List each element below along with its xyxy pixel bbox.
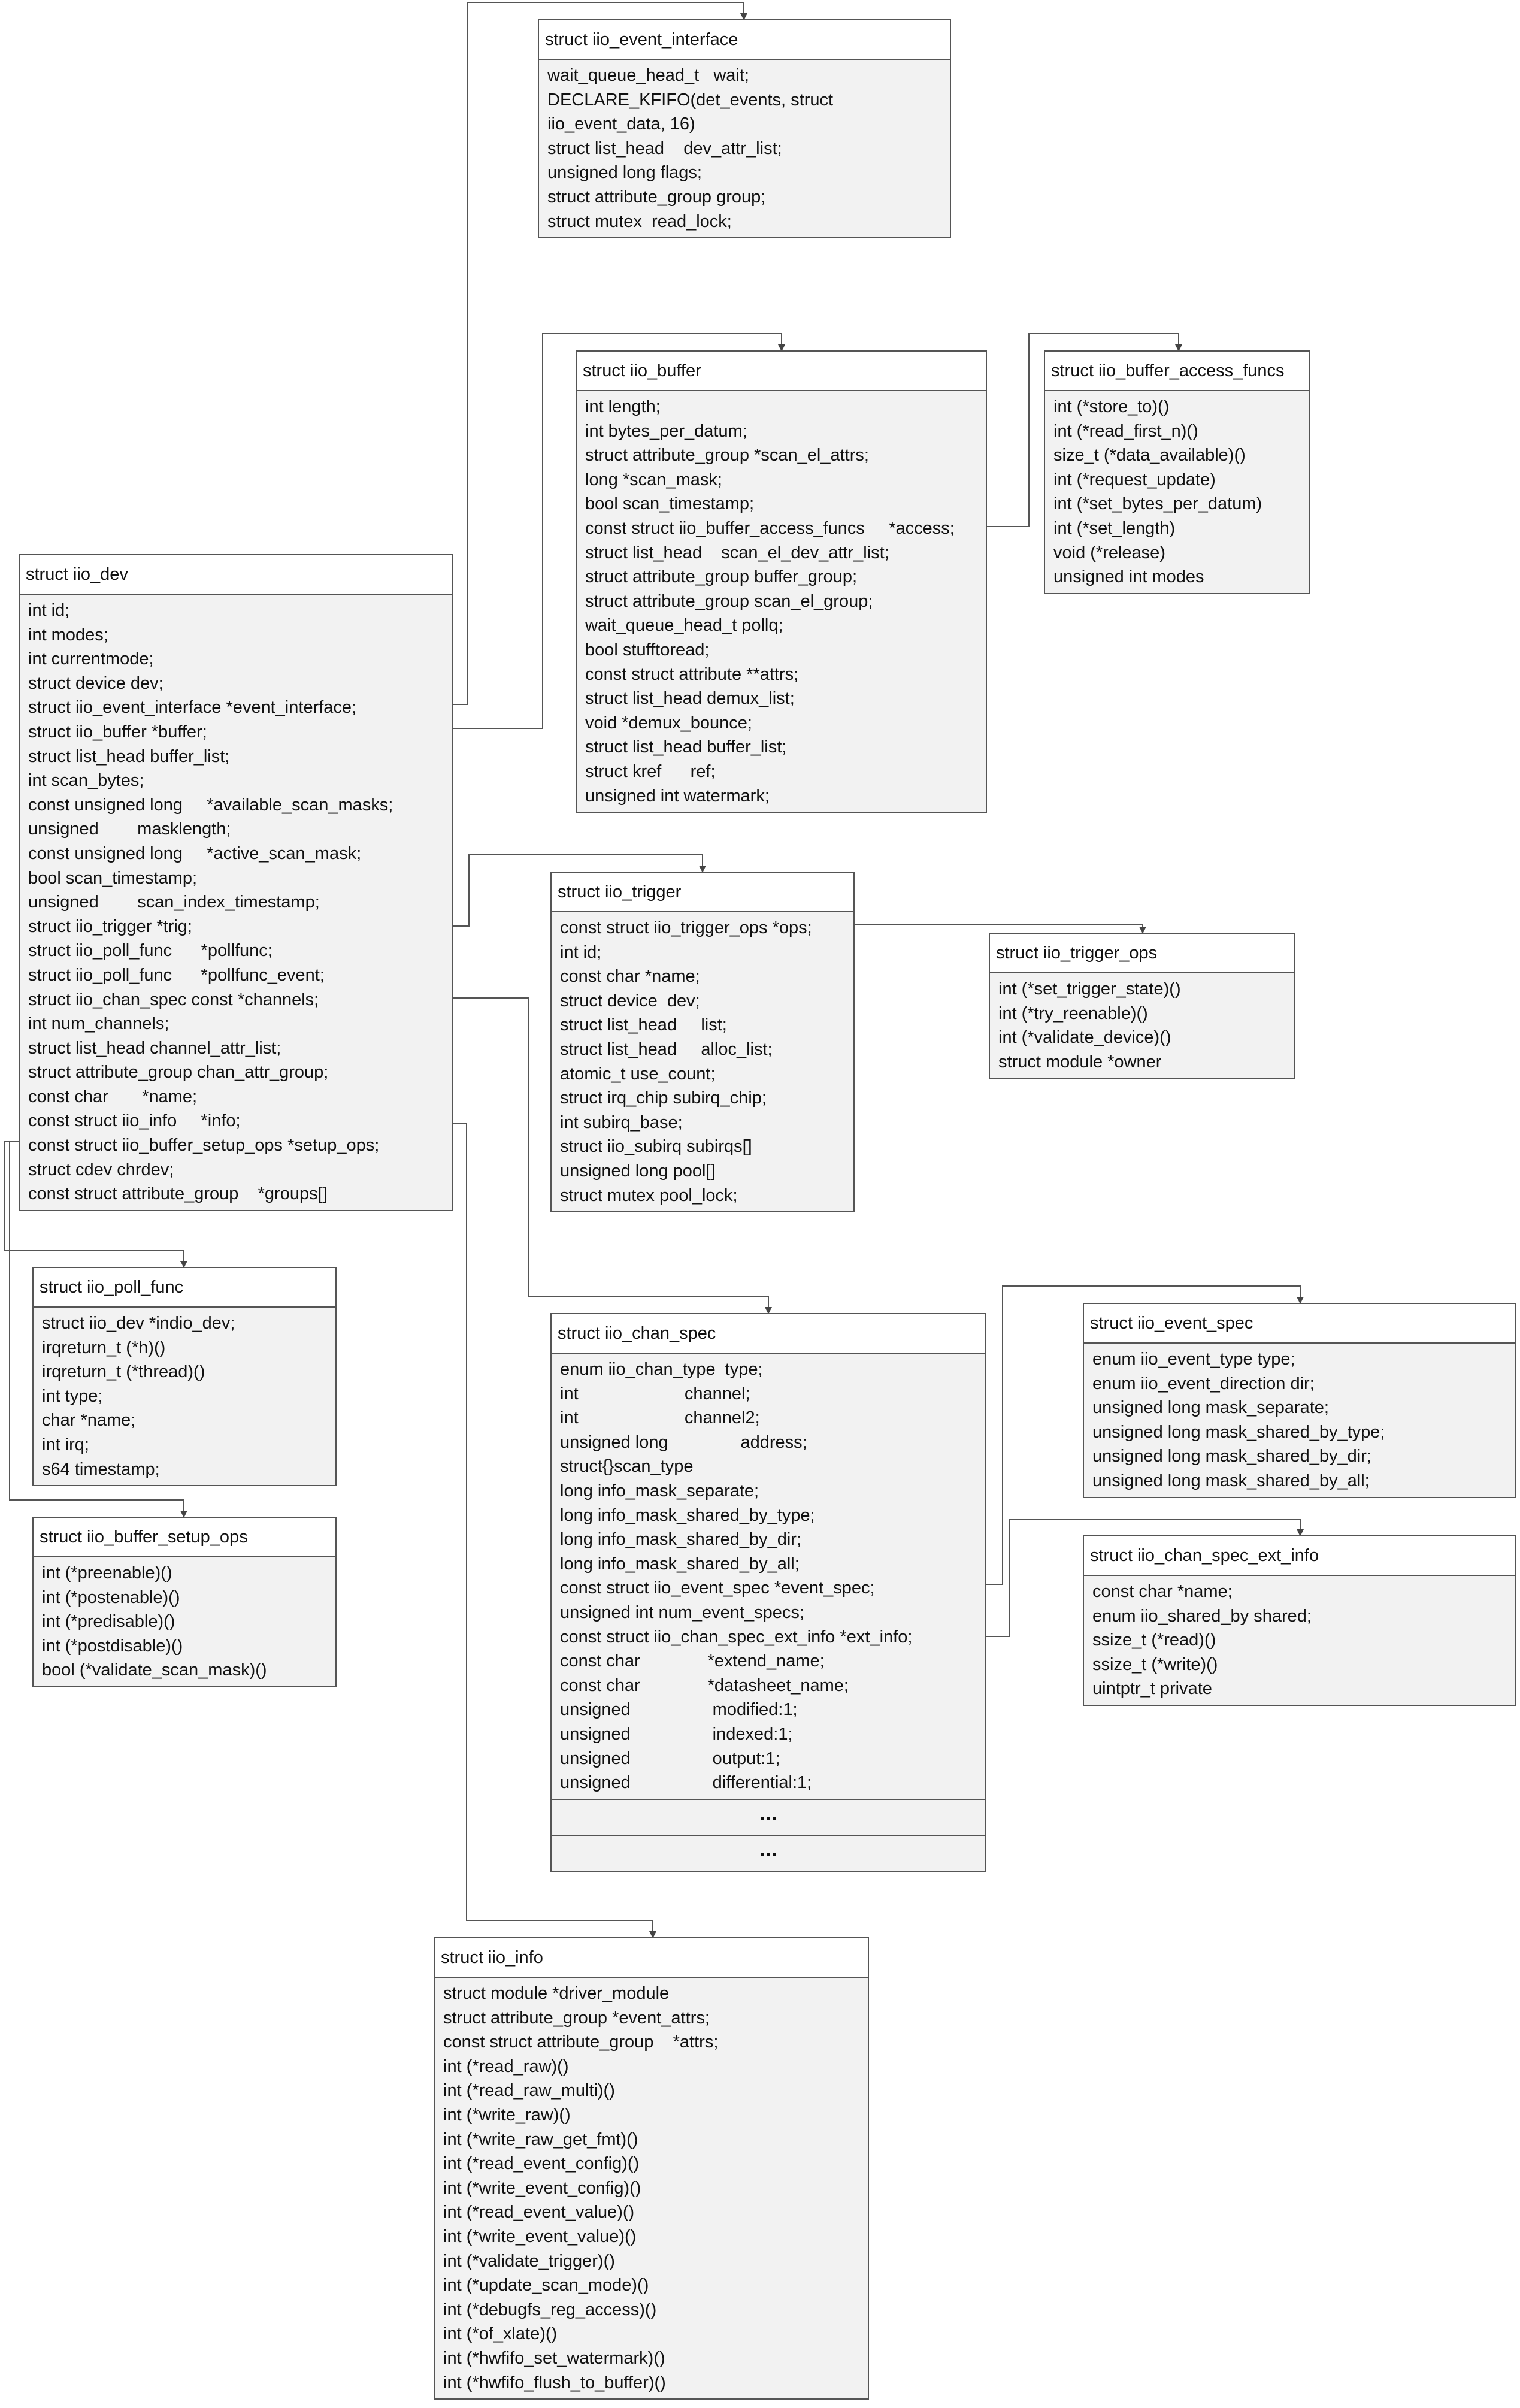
more-fields-row: ... bbox=[552, 1799, 985, 1835]
struct-field: struct device dev; bbox=[28, 673, 163, 693]
struct-field: enum iio_shared_by shared; bbox=[1092, 1606, 1312, 1626]
struct-field: int irq; bbox=[42, 1435, 89, 1454]
struct-field: int (*validate_device)() bbox=[998, 1028, 1171, 1048]
struct-field: struct list_head dev_attr_list; bbox=[547, 138, 782, 158]
struct-field: enum iio_chan_type type; bbox=[560, 1360, 763, 1379]
struct-field: int (*set_length) bbox=[1053, 518, 1176, 538]
struct-field: struct list_head scan_el_dev_attr_list; bbox=[585, 543, 889, 562]
struct-title: struct iio_trigger_ops bbox=[990, 934, 1294, 973]
struct-field: struct attribute_group *event_attrs; bbox=[443, 2008, 710, 2028]
struct-iio-event-interface bbox=[538, 19, 951, 238]
struct-field: struct module *owner bbox=[998, 1052, 1162, 1072]
struct-field: const struct attribute_group *attrs; bbox=[443, 2032, 719, 2052]
struct-iio-event-spec bbox=[1083, 1303, 1516, 1498]
struct-iio-trigger-ops bbox=[989, 933, 1295, 1079]
struct-field: int (*predisable)() bbox=[42, 1612, 175, 1632]
struct-field: atomic_t use_count; bbox=[560, 1064, 716, 1084]
struct-field: int (*set_trigger_state)() bbox=[998, 979, 1181, 999]
struct-field: enum iio_event_direction dir; bbox=[1092, 1374, 1315, 1393]
struct-field: int (*read_event_value)() bbox=[443, 2203, 635, 2222]
struct-field: int channel; bbox=[560, 1384, 750, 1403]
struct-field: int (*write_event_value)() bbox=[443, 2227, 637, 2246]
more-fields-row: ... bbox=[552, 1835, 985, 1871]
field-list bbox=[1084, 1344, 1515, 1497]
struct-field: int scan_bytes; bbox=[28, 771, 144, 791]
struct-field: unsigned int modes bbox=[1053, 567, 1204, 587]
struct-field: struct iio_buffer *buffer; bbox=[28, 722, 207, 742]
struct-title: struct iio_buffer bbox=[577, 352, 986, 391]
struct-field: const char *name; bbox=[560, 967, 700, 987]
struct-field: int (*read_event_config)() bbox=[443, 2154, 640, 2174]
struct-field: struct cdev chrdev; bbox=[28, 1160, 174, 1179]
struct-iio-poll-func bbox=[32, 1267, 337, 1486]
struct-field: struct attribute_group chan_attr_group; bbox=[28, 1063, 329, 1082]
struct-title: struct iio_buffer_access_funcs bbox=[1045, 352, 1309, 391]
struct-field: struct list_head buffer_list; bbox=[28, 746, 230, 766]
connector-trigger-ops bbox=[855, 924, 1143, 933]
struct-field: struct{}scan_type bbox=[560, 1457, 694, 1477]
struct-field: unsigned long mask_shared_by_dir; bbox=[1092, 1447, 1371, 1466]
struct-field: struct irq_chip subirq_chip; bbox=[560, 1088, 767, 1108]
struct-field: int (*postdisable)() bbox=[42, 1636, 183, 1656]
field-list bbox=[552, 1354, 985, 1799]
struct-field: int subirq_base; bbox=[560, 1112, 683, 1132]
struct-field: long info_mask_separate; bbox=[560, 1481, 759, 1501]
field-list bbox=[1045, 391, 1309, 593]
struct-field: long info_mask_shared_by_dir; bbox=[560, 1530, 802, 1550]
struct-field: s64 timestamp; bbox=[42, 1459, 160, 1479]
struct-field: struct iio_subirq subirqs[] bbox=[560, 1137, 752, 1157]
struct-field: long info_mask_shared_by_all; bbox=[560, 1554, 800, 1574]
struct-field: int (*hwfifo_flush_to_buffer)() bbox=[443, 2373, 666, 2392]
struct-field: bool scan_timestamp; bbox=[28, 868, 198, 888]
struct-title: struct iio_trigger bbox=[552, 873, 853, 912]
struct-field: unsigned int watermark; bbox=[585, 786, 770, 806]
struct-title: struct iio_dev bbox=[20, 555, 452, 595]
struct-field: struct attribute_group buffer_group; bbox=[585, 567, 858, 587]
struct-field: unsigned output:1; bbox=[560, 1748, 780, 1768]
struct-field: unsigned scan_index_timestamp; bbox=[28, 893, 320, 912]
struct-field: int bytes_per_datum; bbox=[585, 421, 747, 441]
struct-field: struct iio_event_interface *event_interface; bbox=[28, 698, 357, 718]
struct-field: struct iio_chan_spec const *channels; bbox=[28, 990, 319, 1009]
struct-field: unsigned int num_event_specs; bbox=[560, 1602, 804, 1622]
struct-field: const struct attribute **attrs; bbox=[585, 664, 799, 684]
struct-field: const struct iio_event_spec *event_spec; bbox=[560, 1578, 875, 1598]
struct-field: struct list_head list; bbox=[560, 1015, 727, 1035]
field-list bbox=[577, 391, 986, 812]
struct-field: int (*debugfs_reg_access)() bbox=[443, 2300, 657, 2319]
struct-field: const char *name; bbox=[28, 1087, 198, 1106]
struct-field: const struct iio_trigger_ops *ops; bbox=[560, 918, 812, 937]
struct-field: int (*read_raw)() bbox=[443, 2056, 569, 2076]
struct-field: int id; bbox=[560, 942, 602, 962]
struct-field: unsigned long address; bbox=[560, 1432, 807, 1452]
struct-field: ssize_t (*read)() bbox=[1092, 1630, 1216, 1650]
struct-field: int channel2; bbox=[560, 1408, 760, 1428]
struct-field: struct iio_dev *indio_dev; bbox=[42, 1314, 235, 1333]
struct-field: const unsigned long *active_scan_mask; bbox=[28, 843, 362, 863]
struct-field: const struct iio_info *info; bbox=[28, 1111, 241, 1131]
struct-field: int id; bbox=[28, 601, 70, 620]
struct-field: int (*request_update) bbox=[1053, 470, 1216, 489]
struct-iio-buffer-setup-ops bbox=[32, 1517, 337, 1687]
struct-field: unsigned indexed:1; bbox=[560, 1724, 793, 1744]
struct-field: const unsigned long *available_scan_masks; bbox=[28, 795, 393, 815]
struct-field: const char *datasheet_name; bbox=[560, 1675, 849, 1695]
struct-field: wait_queue_head_t wait; bbox=[547, 66, 749, 85]
struct-field: struct iio_poll_func *pollfunc_event; bbox=[28, 965, 325, 985]
struct-field: struct list_head alloc_list; bbox=[560, 1039, 773, 1059]
field-list bbox=[20, 595, 452, 1210]
struct-field: const struct iio_buffer_access_funcs *access; bbox=[585, 518, 955, 538]
struct-field: int modes; bbox=[28, 625, 108, 645]
field-list bbox=[1084, 1576, 1515, 1705]
struct-title: struct iio_chan_spec bbox=[552, 1314, 985, 1354]
struct-field: int (*set_bytes_per_datum) bbox=[1053, 494, 1262, 514]
struct-field: bool scan_timestamp; bbox=[585, 494, 755, 514]
struct-field: uintptr_t private bbox=[1092, 1679, 1212, 1699]
struct-title: struct iio_poll_func bbox=[34, 1268, 335, 1308]
struct-field: unsigned differential:1; bbox=[560, 1773, 812, 1793]
struct-field: bool (*validate_scan_mask)() bbox=[42, 1660, 267, 1680]
struct-field: const char *extend_name; bbox=[560, 1651, 825, 1671]
struct-field: const struct attribute_group *groups[] bbox=[28, 1184, 328, 1204]
struct-field: int (*read_raw_multi)() bbox=[443, 2081, 615, 2101]
struct-field: int (*write_event_config)() bbox=[443, 2178, 641, 2198]
field-list bbox=[435, 1978, 868, 2398]
struct-iio-chan-spec bbox=[550, 1313, 986, 1872]
field-list bbox=[990, 973, 1294, 1078]
struct-field: int length; bbox=[585, 397, 661, 416]
struct-field: struct kref ref; bbox=[585, 761, 716, 781]
struct-field: int (*write_raw_get_fmt)() bbox=[443, 2129, 638, 2149]
struct-title: struct iio_event_interface bbox=[539, 20, 950, 60]
struct-field: struct iio_trigger *trig; bbox=[28, 916, 192, 936]
struct-field: DECLARE_KFIFO(det_events, struct bbox=[547, 90, 834, 110]
struct-field: int (*postenable)() bbox=[42, 1587, 180, 1607]
struct-field: int num_channels; bbox=[28, 1014, 169, 1034]
struct-field: long *scan_mask; bbox=[585, 470, 722, 489]
struct-field: size_t (*data_available)() bbox=[1053, 446, 1246, 465]
struct-field: unsigned long mask_shared_by_all; bbox=[1092, 1471, 1370, 1490]
struct-field: int (*preenable)() bbox=[42, 1563, 172, 1583]
struct-field: char *name; bbox=[42, 1411, 136, 1430]
struct-field: struct mutex read_lock; bbox=[547, 211, 732, 231]
struct-field: bool stufftoread; bbox=[585, 640, 710, 660]
struct-iio-dev bbox=[19, 554, 453, 1211]
struct-field: long info_mask_shared_by_type; bbox=[560, 1505, 815, 1525]
struct-iio-buffer bbox=[576, 350, 987, 813]
struct-field: unsigned long mask_separate; bbox=[1092, 1398, 1329, 1418]
field-list bbox=[552, 912, 853, 1211]
struct-title: struct iio_event_spec bbox=[1084, 1304, 1515, 1344]
struct-field: void *demux_bounce; bbox=[585, 713, 752, 733]
struct-field: int type; bbox=[42, 1386, 103, 1406]
struct-field: struct attribute_group group; bbox=[547, 187, 766, 207]
struct-field: ssize_t (*write)() bbox=[1092, 1654, 1218, 1674]
struct-field: wait_queue_head_t pollq; bbox=[585, 616, 783, 636]
struct-field: int (*try_reenable)() bbox=[998, 1003, 1148, 1023]
struct-field: irqreturn_t (*thread)() bbox=[42, 1362, 205, 1382]
struct-field: struct attribute_group *scan_el_attrs; bbox=[585, 446, 869, 465]
struct-field: unsigned long pool[] bbox=[560, 1161, 716, 1181]
struct-field: const char *name; bbox=[1092, 1582, 1233, 1601]
struct-field: unsigned modified:1; bbox=[560, 1700, 798, 1720]
struct-iio-trigger bbox=[550, 872, 855, 1212]
struct-field: int currentmode; bbox=[28, 649, 154, 669]
struct-field: void (*release) bbox=[1053, 543, 1165, 562]
struct-field: iio_event_data, 16) bbox=[547, 114, 695, 134]
struct-field: struct iio_poll_func *pollfunc; bbox=[28, 941, 272, 961]
struct-title: struct iio_buffer_setup_ops bbox=[34, 1518, 335, 1557]
struct-field: struct list_head channel_attr_list; bbox=[28, 1038, 281, 1058]
struct-field: const struct iio_chan_spec_ext_info *ext_info; bbox=[560, 1627, 913, 1647]
struct-field: unsigned masklength; bbox=[28, 819, 231, 839]
struct-field: const struct iio_buffer_setup_ops *setup_ops; bbox=[28, 1136, 380, 1155]
struct-title: struct iio_chan_spec_ext_info bbox=[1084, 1536, 1515, 1576]
struct-field: struct mutex pool_lock; bbox=[560, 1185, 738, 1205]
struct-field: struct list_head buffer_list; bbox=[585, 737, 787, 757]
struct-title: struct iio_info bbox=[435, 1938, 868, 1978]
struct-field: int (*write_raw)() bbox=[443, 2105, 571, 2125]
struct-field: int (*read_first_n)() bbox=[1053, 421, 1198, 441]
struct-field: int (*of_xlate)() bbox=[443, 2324, 558, 2344]
field-list bbox=[34, 1308, 335, 1485]
struct-field: int (*store_to)() bbox=[1053, 397, 1170, 416]
struct-field: unsigned long flags; bbox=[547, 163, 702, 183]
struct-iio-chan-spec-ext-info bbox=[1083, 1535, 1516, 1706]
struct-field: struct list_head demux_list; bbox=[585, 689, 795, 709]
field-list bbox=[34, 1557, 335, 1686]
struct-field: struct module *driver_module bbox=[443, 1984, 670, 2003]
field-list bbox=[539, 60, 950, 237]
struct-field: irqreturn_t (*h)() bbox=[42, 1338, 166, 1357]
struct-field: unsigned long mask_shared_by_type; bbox=[1092, 1422, 1385, 1442]
struct-iio-buffer-access-funcs bbox=[1044, 350, 1310, 594]
struct-field: int (*validate_trigger)() bbox=[443, 2251, 615, 2271]
struct-field: int (*hwfifo_set_watermark)() bbox=[443, 2348, 665, 2368]
struct-field: enum iio_event_type type; bbox=[1092, 1350, 1295, 1369]
struct-field: struct device dev; bbox=[560, 991, 700, 1011]
struct-field: int (*update_scan_mode)() bbox=[443, 2276, 649, 2295]
struct-field: struct attribute_group scan_el_group; bbox=[585, 591, 873, 611]
struct-iio-info bbox=[434, 1937, 869, 2400]
